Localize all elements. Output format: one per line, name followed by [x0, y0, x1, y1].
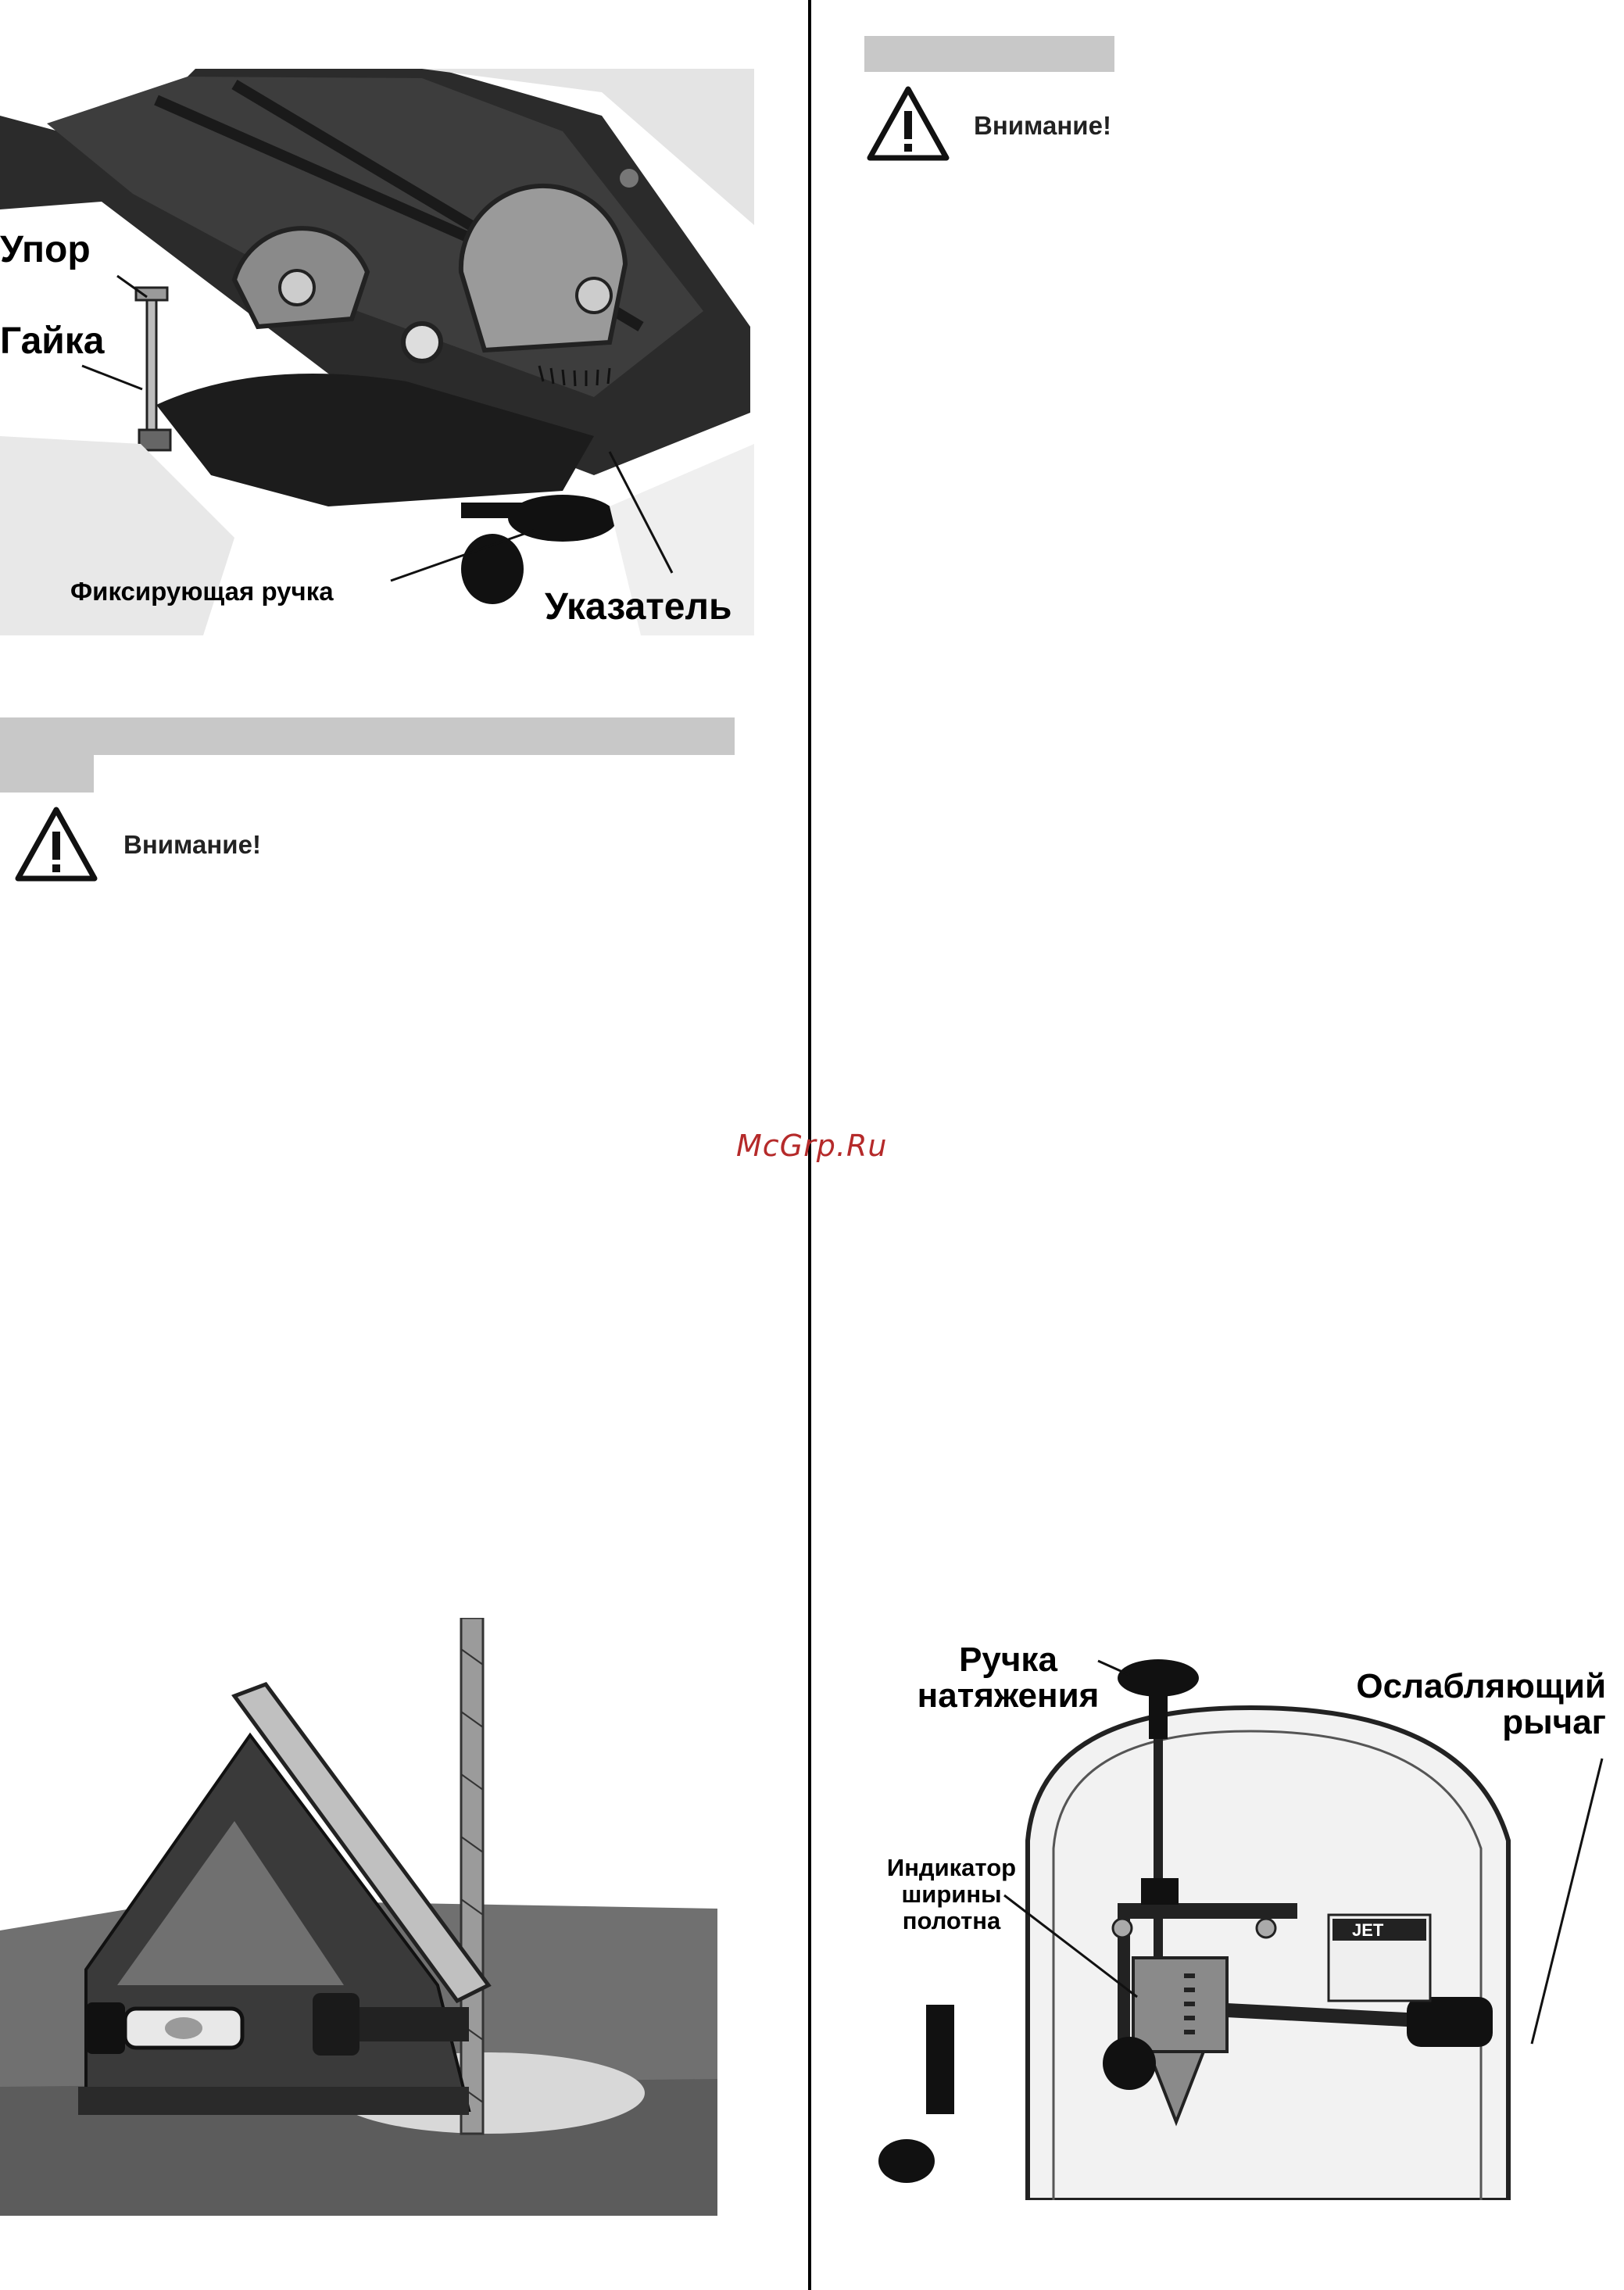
- table-tilt-illustration: [0, 69, 754, 635]
- square-blade-photo: [0, 1618, 717, 2216]
- square-blade-illustration: [0, 1618, 717, 2216]
- label-nut: Гайка: [0, 320, 105, 362]
- right-warning: [866, 84, 950, 166]
- warning-triangle-icon: [866, 84, 950, 163]
- left-section-heading-bar: [0, 717, 735, 755]
- label-release-lever: Ослабляющий рычаг: [1356, 1667, 1606, 1742]
- left-section-heading-bar-2: [0, 755, 94, 793]
- tension-mechanism-photo: [860, 1622, 1618, 2200]
- label-lock-handle: Фиксирующая ручка: [70, 577, 334, 606]
- left-warning: [14, 805, 98, 887]
- label-tension-knob: Ручка натяжения: [917, 1641, 1100, 1716]
- label-pointer: Указатель: [545, 586, 732, 628]
- right-section-heading-bar: [864, 36, 1114, 72]
- right-warning-label: Внимание!: [974, 111, 1111, 140]
- table-tilt-photo: [0, 69, 754, 635]
- warning-triangle-icon: [14, 805, 98, 883]
- label-stop: Упор: [0, 229, 91, 270]
- left-warning-label: Внимание!: [123, 830, 261, 859]
- watermark: McGrp.Ru: [736, 1129, 888, 1163]
- brand-plate-text: JET: [1352, 1920, 1384, 1940]
- label-blade-width-indicator: Индикатор ширины полотна: [886, 1854, 1017, 1935]
